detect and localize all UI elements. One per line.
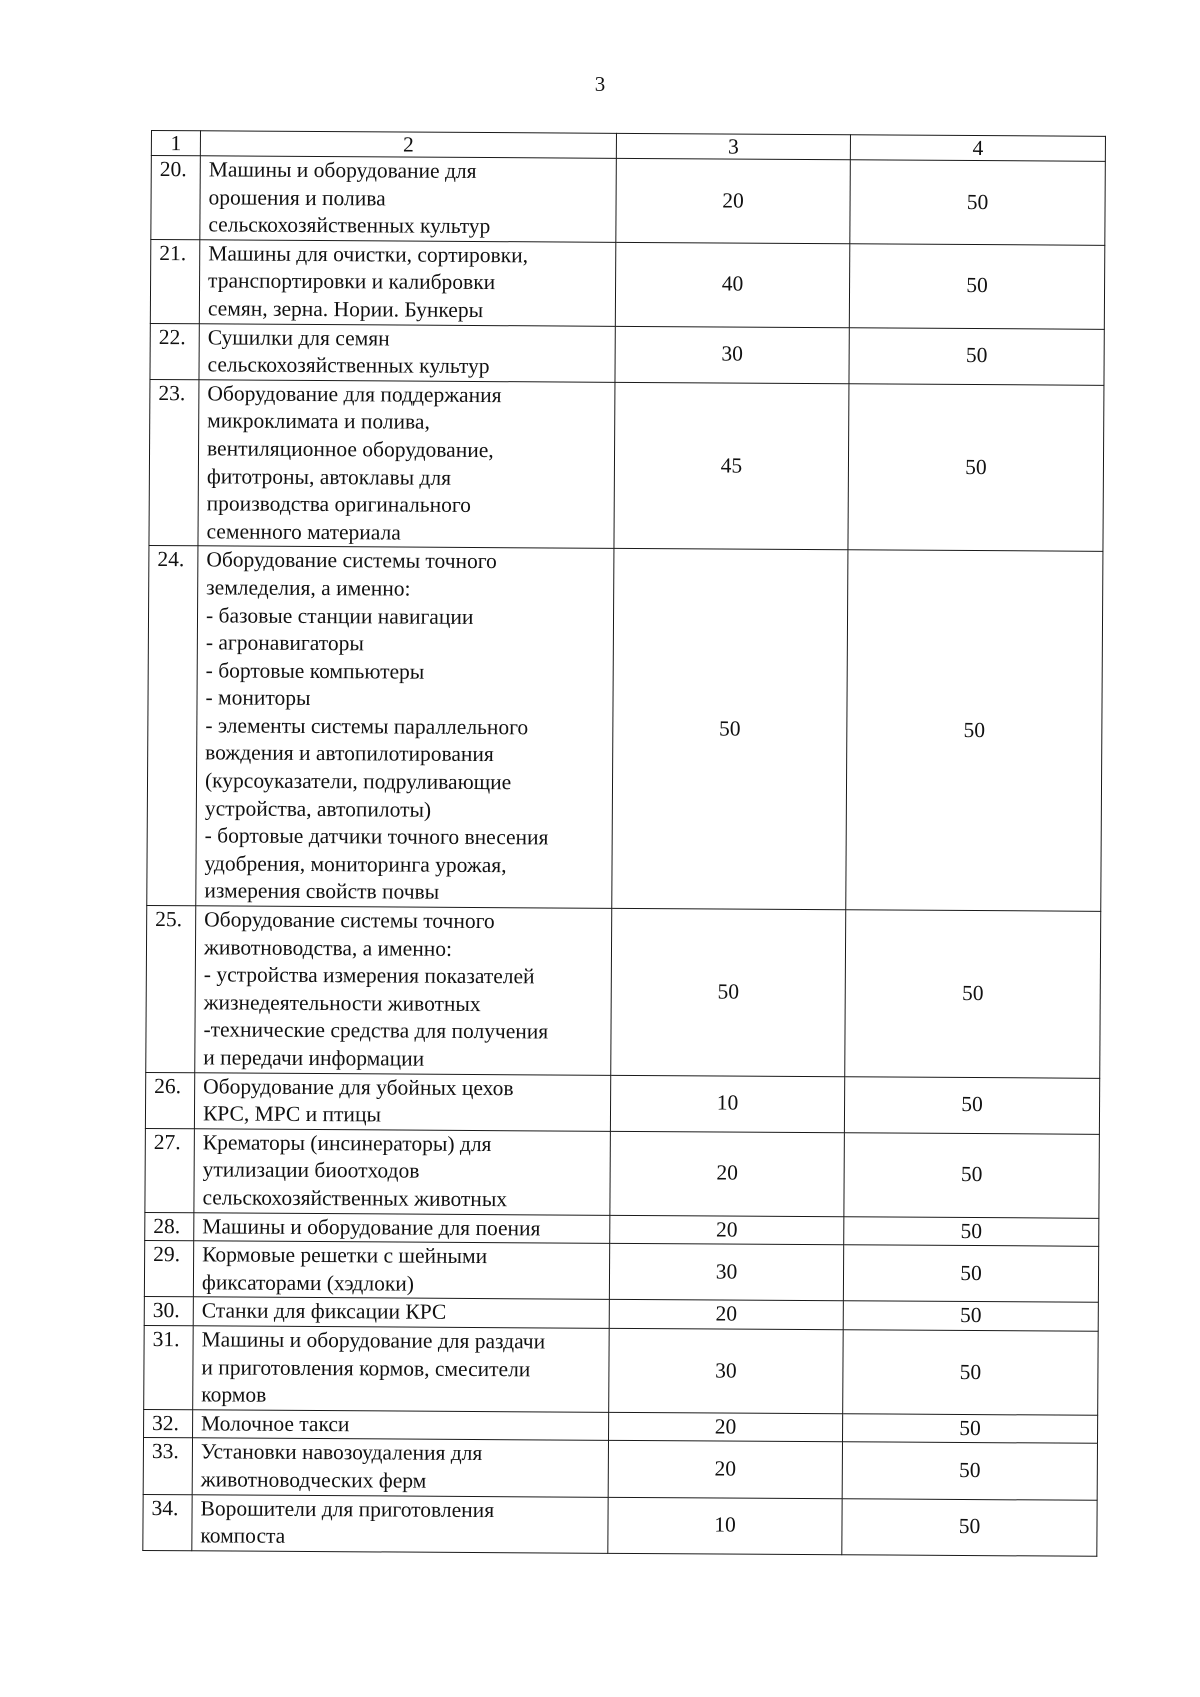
column-4-value-cell: 50 — [842, 1442, 1097, 1500]
column-4-value-cell: 50 — [843, 1330, 1099, 1415]
table-row — [145, 1128, 1099, 1218]
equipment-name-cell: Оборудование системы точного земледелия, а именно: - базовые станции навигации - агронавигаторы - бортовые компьютеры - мониторы - элементы системы параллельного вождения и автопилотирования (курсоуказатели, подруливающие устройства, автопилоты) - бортовые датчики точного внесения удобрения, мониторинга урожая, измерения свойств почвы — [196, 546, 614, 908]
column-3-value-cell: 10 — [610, 1075, 844, 1133]
column-4-value-cell: 50 — [843, 1245, 1098, 1303]
equipment-name-cell: Молочное такси — [193, 1409, 609, 1440]
column-3-value-cell: 50 — [612, 549, 848, 910]
column-3-value-cell: 50 — [611, 908, 846, 1076]
column-4-value-cell: 50 — [849, 327, 1104, 385]
page-number: 3 — [594, 72, 606, 96]
table-row — [143, 1438, 1097, 1500]
equipment-name-cell: Крематоры (инсинераторы) для утилизации биоотходов сельскохозяйственных животных — [194, 1129, 611, 1215]
column-4-value-cell: 50 — [844, 1133, 1100, 1218]
row-number-cell: 22. — [150, 323, 199, 379]
equipment-name-cell: Оборудование для убойных цехов КРС, МРС и птицы — [194, 1072, 610, 1131]
row-number-cell: 31. — [144, 1325, 194, 1409]
equipment-name-cell: Сушилки для семян сельскохозяйственных культур — [199, 323, 615, 382]
column-3-value-cell: 20 — [609, 1300, 843, 1330]
column-3-value-cell: 45 — [614, 382, 849, 550]
table-row — [146, 906, 1101, 1078]
equipment-name-cell: Ворошители для приготовления компоста — [192, 1494, 608, 1553]
column-4-value-cell: 50 — [844, 1076, 1099, 1134]
column-4-value-cell: 50 — [842, 1413, 1097, 1443]
column-4-value-cell: 50 — [848, 384, 1104, 552]
column-3-value-cell: 20 — [608, 1441, 842, 1499]
column-4-value-cell: 50 — [845, 910, 1101, 1078]
table-body — [143, 131, 1106, 1556]
column-4-value-cell: 50 — [843, 1301, 1098, 1331]
column-3-value-cell: 40 — [615, 242, 850, 327]
table-row — [147, 546, 1103, 912]
column-3-value-cell: 20 — [609, 1412, 843, 1442]
column-3-value-cell: 20 — [610, 1131, 845, 1216]
equipment-name-cell: Машины и оборудование для поения — [194, 1212, 610, 1243]
column-4-value-cell: 50 — [850, 160, 1106, 245]
row-number-cell: 30. — [144, 1297, 193, 1326]
column-3-value-cell: 30 — [609, 1243, 843, 1301]
equipment-name-cell: Станки для фиксации КРС — [193, 1297, 609, 1328]
table-row — [149, 379, 1104, 551]
equipment-name-cell: Машины для очистки, сортировки, транспортировки и калибровки семян, зерна. Нории. Бункеры — [199, 240, 616, 326]
column-4-value-cell: 50 — [849, 244, 1105, 329]
row-number-cell: 20. — [151, 156, 201, 240]
equipment-name-cell: Установки навозоудаления для животноводческих ферм — [192, 1438, 608, 1497]
row-number-cell: 29. — [144, 1241, 193, 1297]
column-4-value-cell: 50 — [842, 1498, 1097, 1556]
column-4-value-cell: 50 — [846, 550, 1103, 911]
table-row — [144, 1325, 1098, 1415]
column-3-value-cell: 30 — [615, 326, 849, 384]
equipment-name-cell: Кормовые решетки с шейными фиксаторами (хэдлоки) — [193, 1241, 609, 1300]
row-number-cell: 23. — [149, 379, 199, 546]
row-number-cell: 32. — [144, 1409, 193, 1438]
table-row — [150, 323, 1104, 385]
header-cell-1: 1 — [151, 131, 200, 156]
equipment-name-cell: Оборудование системы точного животноводства, а именно: - устройства измерения показателей жизнедеятельности животных -технические средства для получения и передачи информации — [195, 906, 612, 1075]
row-number-cell: 33. — [143, 1438, 192, 1494]
row-number-cell: 26. — [145, 1072, 194, 1128]
table-row — [150, 239, 1104, 329]
row-number-cell: 24. — [147, 546, 198, 906]
table-row — [143, 1494, 1097, 1556]
equipment-name-cell: Оборудование для поддержания микроклимата и полива, вентиляционное оборудование, фитотроны, автоклавы для производства оригинального семенного материала — [198, 380, 615, 549]
table-row — [145, 1072, 1099, 1134]
column-3-value-cell: 30 — [609, 1328, 844, 1413]
header-cell-2: 2 — [200, 131, 616, 159]
column-3-value-cell: 20 — [616, 158, 851, 243]
row-number-cell: 28. — [145, 1212, 194, 1241]
column-3-value-cell: 20 — [610, 1215, 844, 1245]
row-number-cell: 34. — [143, 1494, 192, 1550]
table-row — [151, 156, 1105, 246]
row-number-cell: 21. — [150, 239, 200, 323]
equipment-table — [142, 130, 1106, 1556]
row-number-cell: 27. — [145, 1128, 195, 1212]
equipment-name-cell: Машины и оборудование для орошения и полива сельскохозяйственных культур — [200, 156, 617, 242]
column-3-value-cell: 10 — [608, 1497, 842, 1555]
header-cell-4: 4 — [850, 135, 1105, 162]
column-4-value-cell: 50 — [844, 1216, 1099, 1246]
equipment-name-cell: Машины и оборудование для раздачи и приготовления кормов, смесители кормов — [193, 1326, 610, 1412]
table-row — [144, 1241, 1098, 1303]
row-number-cell: 25. — [146, 906, 196, 1073]
header-cell-3: 3 — [616, 133, 850, 159]
